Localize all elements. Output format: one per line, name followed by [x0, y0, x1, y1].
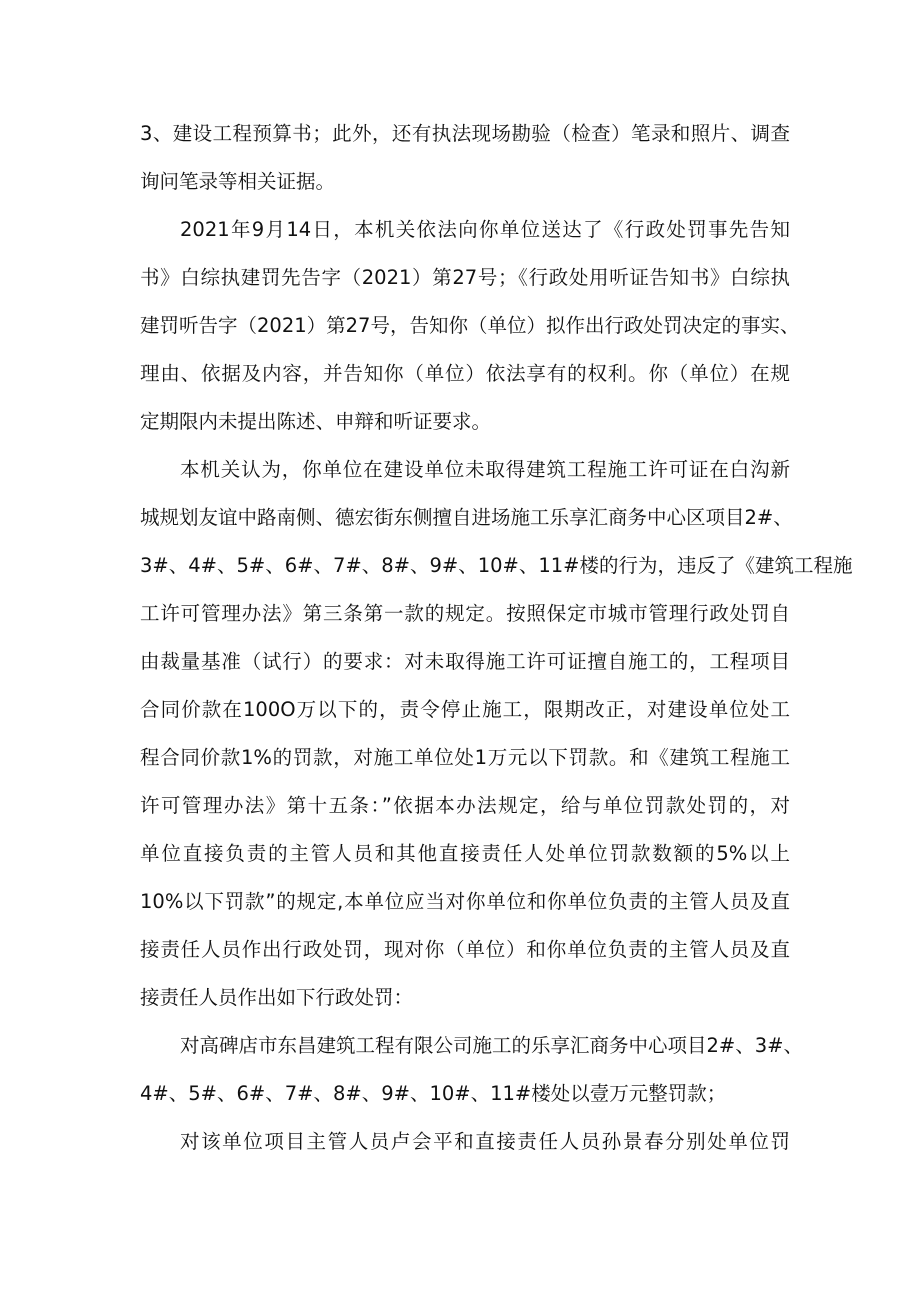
paragraph-line: 对该单位项目主管人员卢会平和直接责任人员孙景春分别处单位罚: [180, 1130, 790, 1153]
paragraph-line: 单位直接负责的主管人员和其他直接责任人处单位罚款数额的5%以上: [140, 842, 790, 865]
paragraph-line: 2021年9月14日，本机关依法向你单位送达了《行政处罚事先告知: [180, 218, 790, 241]
paragraph-line: 由裁量基准（试行）的要求：对未取得施工许可证擅自施工的，工程项目: [140, 650, 790, 673]
paragraph-line: 书》白综执建罚先告字（2021）第27号；《行政处用听证告知书》白综执: [140, 266, 790, 289]
paragraph-line: 接责任人员作出行政处罚，现对你（单位）和你单位负责的主管人员及直: [140, 938, 790, 961]
paragraph-line: 接责任人员作出如下行政处罚：: [140, 986, 414, 1009]
paragraph-line: 许可管理办法》第十五条：”依据本办法规定，给与单位罚款处罚的，对: [140, 794, 790, 817]
paragraph-line: 本机关认为，你单位在建设单位未取得建筑工程施工许可证在白沟新: [180, 458, 790, 481]
paragraph-line: 3#、4#、5#、6#、7#、8#、9#、10#、11#楼的行为，违反了《建筑工程施: [140, 554, 853, 577]
paragraph-line: 理由、依据及内容，并告知你（单位）依法享有的权利。你（单位）在规: [140, 362, 790, 385]
paragraph-line: 询问笔录等相关证据。: [140, 170, 336, 193]
paragraph-line: 合同价款在100O万以下的，责令停止施工，限期改正，对建设单位处工: [140, 698, 790, 721]
paragraph-line: 定期限内未提出陈述、申辩和听证要求。: [140, 410, 492, 433]
paragraph-line: 4#、5#、6#、7#、8#、9#、10#、11#楼处以壹万元整罚款；: [140, 1082, 727, 1105]
paragraph-line: 3、建设工程预算书；此外，还有执法现场勘验（检查）笔录和照片、调查: [140, 122, 790, 145]
paragraph-line: 城规划友谊中路南侧、德宏街东侧擅自进场施工乐享汇商务中心区项目2#、: [140, 506, 793, 529]
paragraph-line: 工许可管理办法》第三条第一款的规定。按照保定市城市管理行政处罚自: [140, 602, 790, 625]
paragraph-line: 程合同价款1%的罚款，对施工单位处1万元以下罚款。和《建筑工程施工: [140, 746, 790, 769]
paragraph-line: 对高碑店市东昌建筑工程有限公司施工的乐享汇商务中心项目2#、3#、: [180, 1034, 803, 1057]
paragraph-line: 10%以下罚款”的规定,本单位应当对你单位和你单位负责的主管人员及直: [140, 890, 790, 913]
paragraph-line: 建罚听告字（2021）第27号，告知你（单位）拟作出行政处罚决定的事实、: [140, 314, 800, 337]
